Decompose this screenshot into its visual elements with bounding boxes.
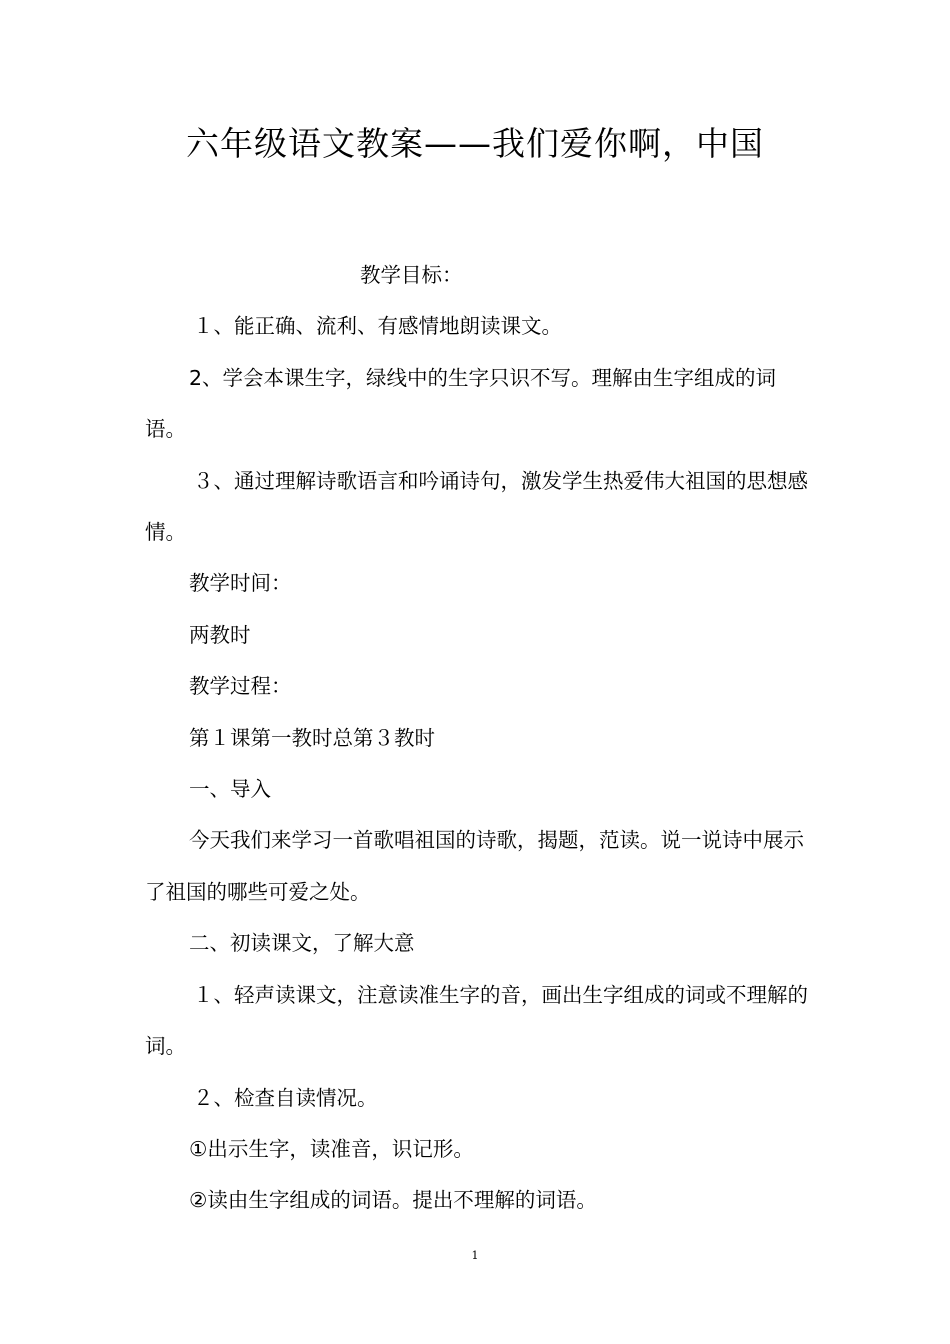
page-number: 1 — [471, 1249, 479, 1262]
section-heading-objectives: 教学目标： — [360, 263, 463, 287]
reading-item-1: １、轻声读课文，注意读准生字的音，画出生字组成的词或不理解的词。 — [145, 982, 808, 1059]
reading-subitem-1: ①出示生字，读准音，识记形。 — [189, 1136, 474, 1161]
reading-item-2: ２、检查自读情况。 — [193, 1085, 378, 1110]
lesson-info: 第１课第一教时总第３教时 — [189, 725, 435, 750]
objective-item-3: ３、通过理解诗歌语言和吟诵诗句，激发学生热爱伟大祖国的思想感情。 — [145, 468, 808, 545]
document-body — [145, 250, 809, 1227]
step-heading-intro: 一、导入 — [189, 777, 271, 802]
document-title: 六年级语文教案——我们爱你啊，中国 — [186, 124, 764, 163]
time-value: 两教时 — [189, 622, 251, 647]
objective-item-1: １、能正确、流利、有感情地朗读课文。 — [193, 314, 562, 339]
section-heading-process: 教学过程： — [189, 674, 292, 699]
objective-item-2: 2、学会本课生字，绿线中的生字只识不写。理解由生字组成的词语。 — [145, 365, 777, 442]
intro-text: 今天我们来学习一首歌唱祖国的诗歌，揭题，范读。说一说诗中展示了祖国的哪些可爱之处。 — [145, 828, 804, 904]
section-heading-time: 教学时间： — [189, 571, 292, 596]
reading-subitem-2: ②读由生字组成的词语。提出不理解的词语。 — [189, 1188, 597, 1213]
step-heading-reading: 二、初读课文，了解大意 — [189, 931, 415, 956]
